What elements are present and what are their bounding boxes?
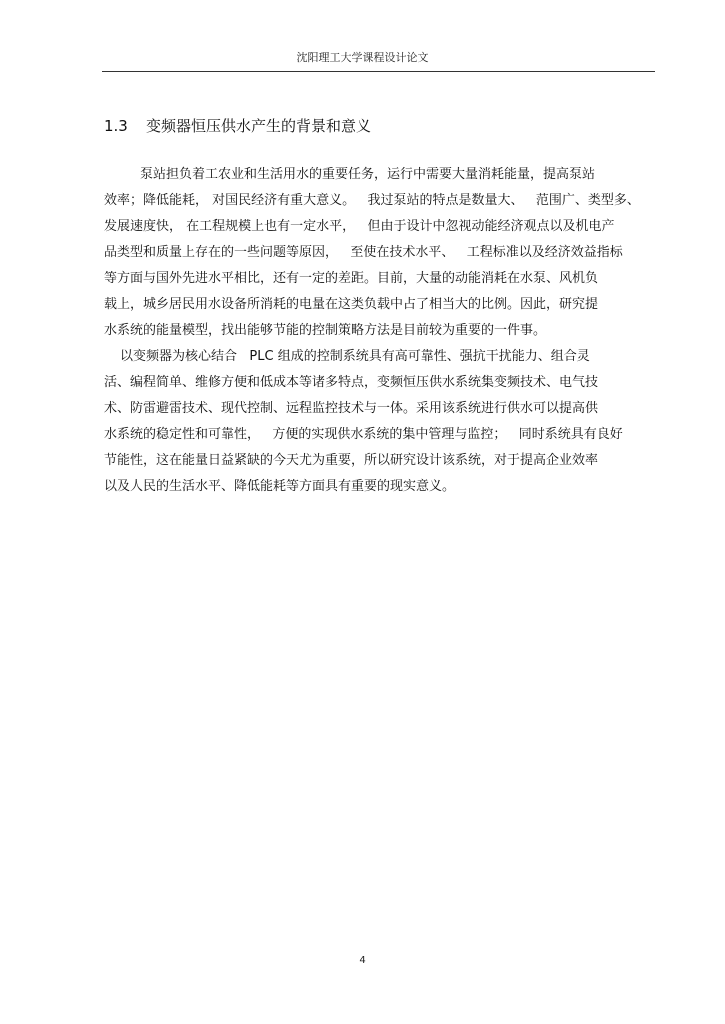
section-number: 1.3: [104, 117, 128, 135]
paragraph-line: 以变频器为核心结合 PLC 组成的控制系统具有高可靠性、强抗干扰能力、组合灵: [120, 349, 590, 364]
paragraph-line: 节能性，这在能量日益紧缺的今天尤为重要，所以研究设计该系统，对于提高企业效率: [104, 453, 599, 468]
paragraph-line: 效率；降低能耗， 对国民经济有重大意义。 我过泵站的特点是数量大、 范围广、类型多、: [104, 193, 640, 208]
paragraph-line: 术、防雷避雷技术、现代控制、远程监控技术与一体。采用该系统进行供水可以提高供: [104, 401, 599, 416]
page-header: 沈阳理工大学课程设计论文: [296, 51, 429, 64]
body-text: [104, 162, 654, 500]
paragraph-line: 等方面与国外先进水平相比，还有一定的差距。目前，大量的动能消耗在水泵、风机负: [104, 271, 599, 286]
paragraph-line: 活、编程简单、维修方便和低成本等诸多特点，变频恒压供水系统集变频技术、电气技: [104, 375, 599, 390]
paragraph-line: 载上，城乡居民用水设备所消耗的电量在这类负载中占了相当大的比例。因此，研究提: [104, 297, 599, 312]
section-title: 变频器恒压供水产生的背景和意义: [146, 117, 372, 135]
page-number: 4: [359, 955, 366, 966]
paragraph-line: 发展速度快， 在工程规模上也有一定水平， 但由于设计中忽视动能经济观点以及机电产: [104, 219, 615, 234]
paragraph-line: 泵站担负着工农业和生活用水的重要任务，运行中需要大量消耗能量，提高泵站: [140, 167, 596, 182]
paragraph-line: 以及人民的生活水平、降低能耗等方面具有重要的现实意义。: [104, 479, 456, 494]
header-divider: [102, 71, 655, 72]
paragraph-line: 水系统的稳定性和可靠性， 方便的实现供水系统的集中管理与监控； 同时系统具有良好: [104, 427, 623, 442]
paragraph-line: 水系统的能量模型，找出能够节能的控制策略方法是目前较为重要的一件事。: [104, 323, 547, 338]
paragraph-line: 品类型和质量上存在的一些问题等原因， 至使在技术水平、 工程标准以及经济效益指标: [104, 245, 623, 260]
section-heading: [104, 116, 371, 136]
